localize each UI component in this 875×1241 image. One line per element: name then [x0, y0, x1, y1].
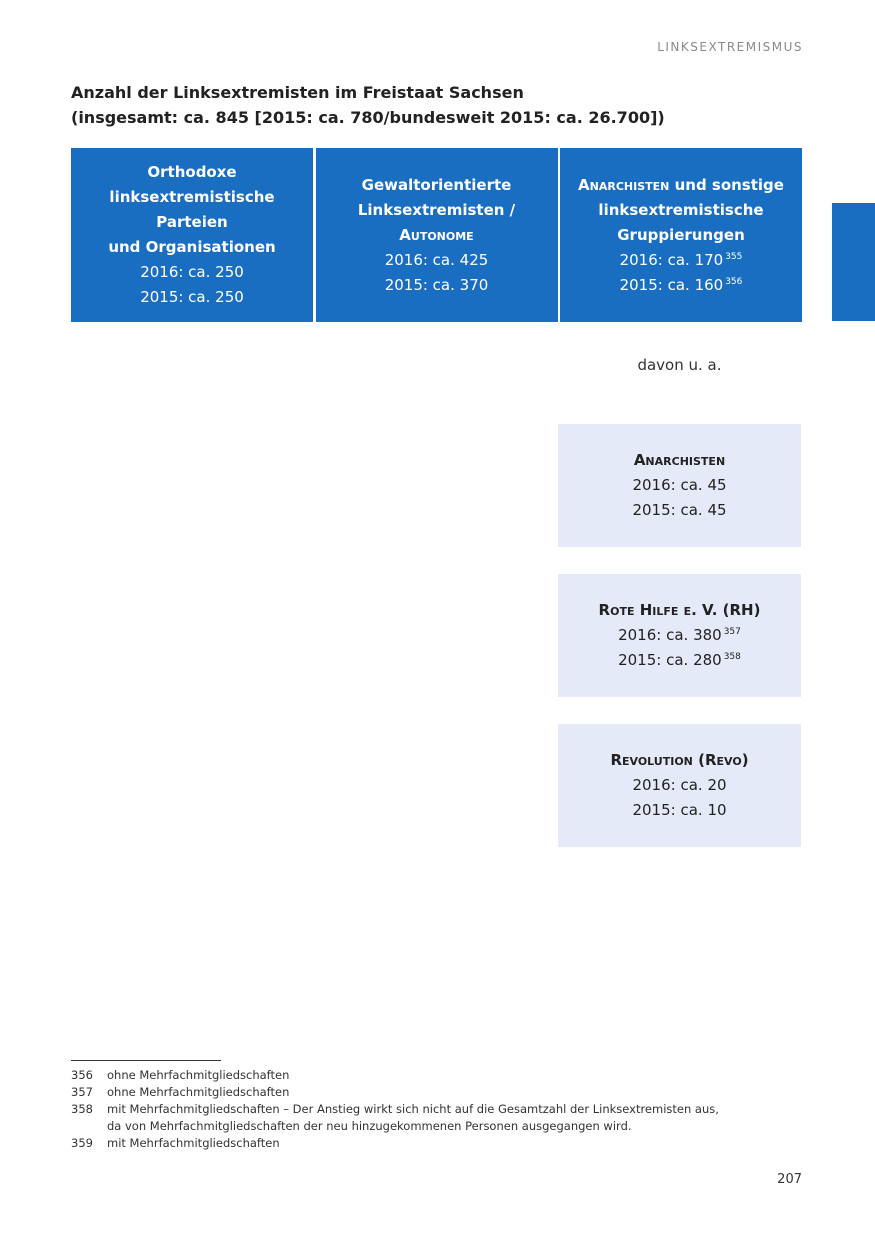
footnote-ref[interactable]: 358	[723, 652, 741, 662]
value-2016: 2016: ca. 45	[632, 476, 727, 494]
footnote-number: 357	[71, 1085, 93, 1099]
category-box-anarchist	[560, 148, 802, 322]
value-2016: 2016: ca. 20	[632, 776, 727, 794]
value-2015: 2015: ca. 160 $^{356}$	[619, 275, 743, 294]
value-2016: 2016: ca. 425	[384, 250, 489, 269]
title-line-2: (insgesamt: ca. 845 [2015: ca. 780/bundesweit 2015: ca. 26.700])	[71, 108, 665, 127]
footnote-number: 359	[71, 1136, 93, 1150]
value-2016: 2016: ca. 250	[140, 263, 244, 281]
category-box-violent	[316, 148, 558, 322]
value-2015: 2015: ca. 45	[632, 501, 727, 519]
footnote-text: ohne Mehrfachmitgliedschaften	[107, 1085, 290, 1099]
category-heading: Orthodoxe	[147, 163, 237, 181]
subgroup-heading: Rote Hilfe e. V. (RH)	[598, 601, 761, 619]
footnote-text: mit Mehrfachmitgliedschaften – Der Anstieg wirkt sich nicht auf die Gesamtzahl der Linksextremisten aus, da von Mehrfachmitgliedschaften der neu hinzugekommenen Personen ausgegangen wird.	[107, 1102, 719, 1133]
footnote	[71, 1067, 791, 1084]
value-2015: 2015: ca. 280 $^{358}$	[618, 651, 741, 669]
footnotes	[71, 1067, 791, 1152]
footnote-ref[interactable]: 357	[723, 627, 741, 637]
subgroup-heading: Revolution (Revo)	[610, 751, 749, 769]
category-heading: linksextremistische	[598, 200, 764, 219]
footnote-number: 356	[71, 1068, 93, 1082]
category-heading: Linksextremisten /	[357, 200, 516, 219]
footnote	[71, 1101, 791, 1135]
davon-label: davon u. a.	[637, 356, 722, 374]
subgroup-heading: Anarchisten	[633, 451, 726, 469]
footnote	[71, 1084, 791, 1101]
value-2015: 2015: ca. 250	[140, 288, 244, 306]
value-2015: 2015: ca. 10	[632, 801, 727, 819]
category-heading: Gruppierungen	[617, 225, 745, 244]
subgroup-box-anarchisten	[558, 424, 801, 547]
footnote-text: ohne Mehrfachmitgliedschaften	[107, 1068, 290, 1082]
chapter-side-tab	[832, 203, 875, 321]
footnote	[71, 1135, 791, 1152]
footnote-ref[interactable]: 355	[725, 251, 743, 262]
subgroup-box-rote-hilfe	[558, 574, 801, 697]
category-heading: Anarchisten und sonstige	[578, 175, 784, 194]
page-number: 207	[777, 1172, 802, 1187]
running-head: LINKSEXTREMISMUS	[657, 40, 803, 54]
value-2016: 2016: ca. 170 $^{355}$	[619, 250, 743, 269]
page-title	[71, 80, 811, 130]
value-2016: 2016: ca. 380 $^{357}$	[618, 626, 741, 644]
footnote-rule	[71, 1060, 221, 1061]
category-heading: linksextremistische Parteien	[109, 188, 275, 231]
footnote-number: 358	[71, 1102, 93, 1116]
footnote-text: mit Mehrfachmitgliedschaften	[107, 1136, 280, 1150]
category-heading: Gewaltorientierte	[361, 175, 512, 194]
title-line-1: Anzahl der Linksextremisten im Freistaat Sachsen	[71, 83, 524, 102]
category-heading: und Organisationen	[108, 238, 276, 256]
category-box-orthodox	[71, 148, 313, 322]
category-heading: Autonome	[399, 225, 474, 244]
subgroup-box-revolution	[558, 724, 801, 847]
value-2015: 2015: ca. 370	[384, 275, 489, 294]
category-row	[71, 148, 802, 322]
footnote-ref[interactable]: 356	[725, 276, 743, 287]
